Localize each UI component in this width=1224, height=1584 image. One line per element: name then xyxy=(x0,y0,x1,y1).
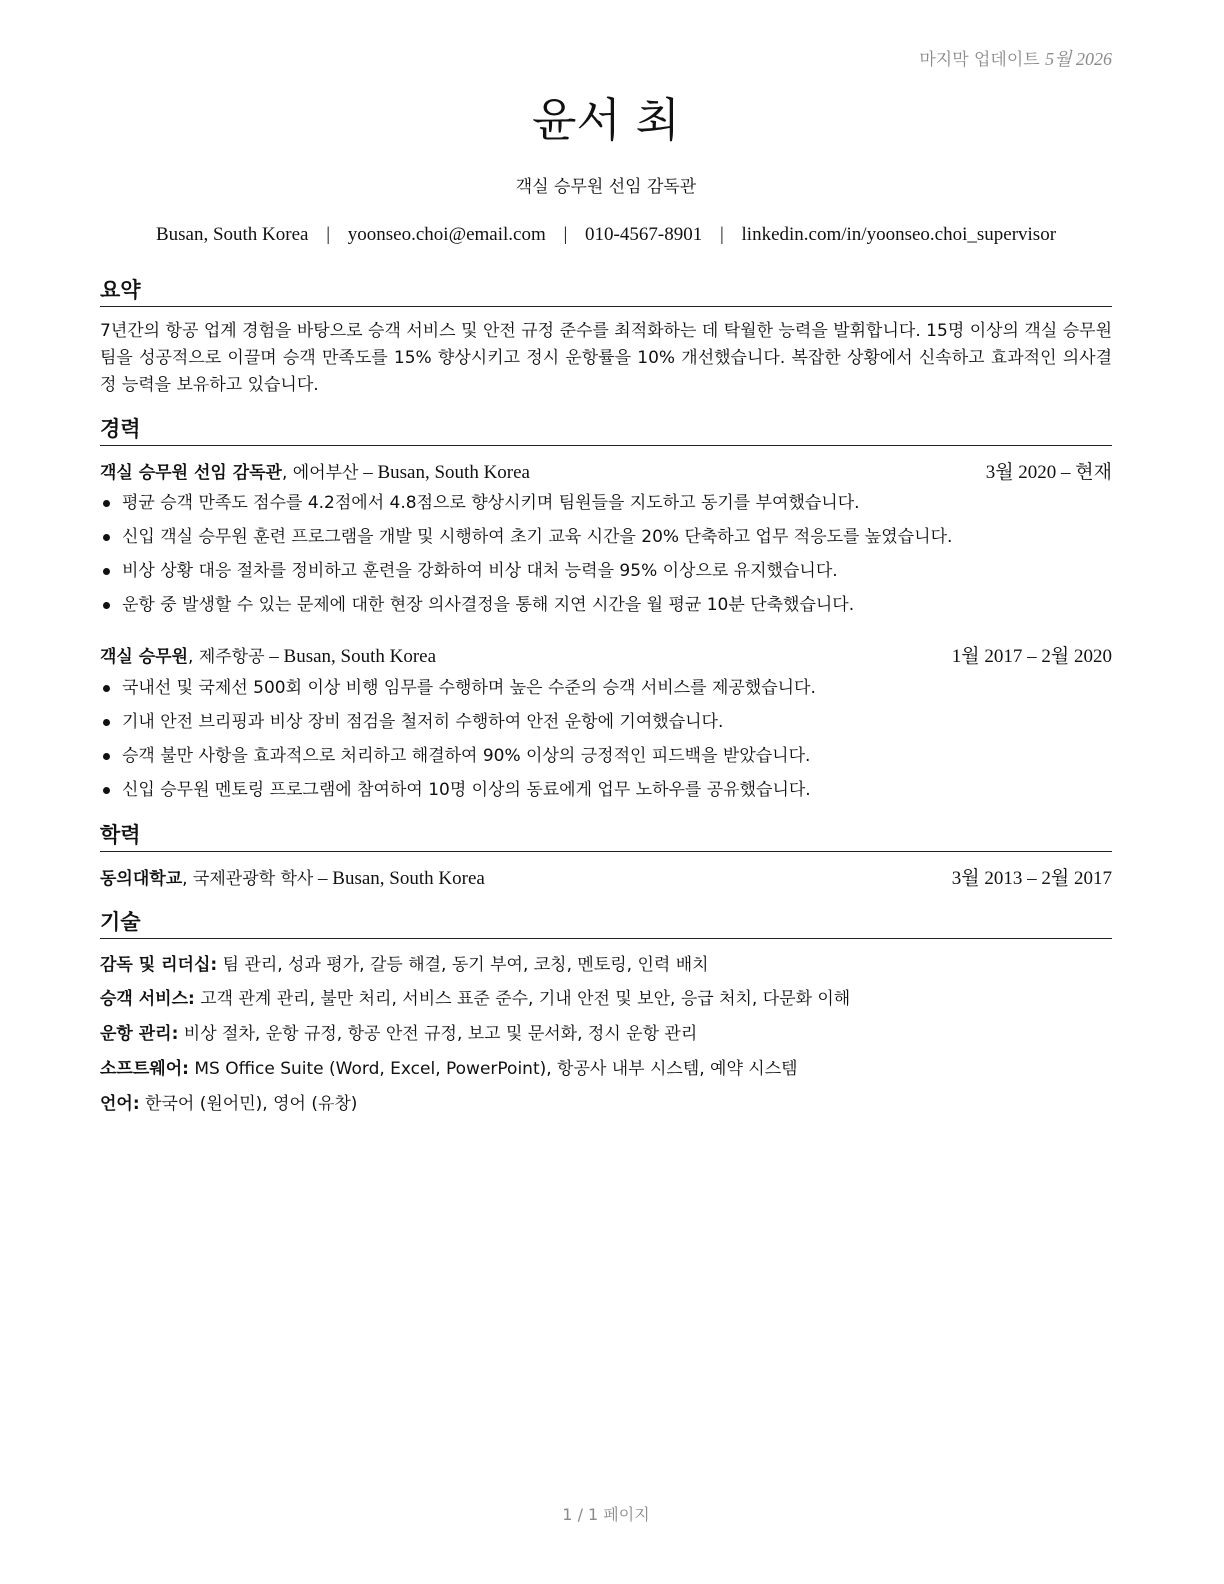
bullet-icon xyxy=(103,787,110,794)
skill-value: 비상 절차, 운항 규정, 항공 안전 규정, 보고 및 문서화, 정시 운항 관리 xyxy=(178,1024,698,1044)
bullet-text: 기내 안전 브리핑과 비상 장비 점검을 철저히 수행하여 안전 운항에 기여했습니다. xyxy=(122,712,724,732)
contact-separator: | xyxy=(326,224,331,245)
skill-label: 승객 서비스: xyxy=(100,989,195,1009)
bullet-icon xyxy=(103,753,110,760)
list-item xyxy=(100,592,1112,626)
education-dates-text: 3월 2013 – 2월 2017 xyxy=(951,868,1112,889)
list-item xyxy=(100,524,1112,558)
contact-linkedin[interactable]: linkedin.com/in/yoonseo.choi_supervisor xyxy=(741,224,1057,245)
job-company: , 제주항공 xyxy=(188,647,265,667)
last-updated-label: 마지막 업데이트 xyxy=(919,50,1046,70)
skill-label: 소프트웨어: xyxy=(100,1059,189,1079)
skill-line xyxy=(100,1056,1112,1082)
summary-text: 7년간의 항공 업계 경험을 바탕으로 승객 서비스 및 안전 규정 준수를 최적화하는 데 탁월한 능력을 발휘합니다. 15명 이상의 객실 승무원 팀을 성공적으로 이끌며 승객 만족도를 15% 향상시키고 정시 운항률을 10% 개선했습니다. 복잡한 상황에서 신속하고 효과적인 의사결정 능력을 보유하고 있습니다. xyxy=(100,321,1112,395)
bullet-text: 평균 승객 만족도 점수를 4.2점에서 4.8점으로 향상시키며 팀원들을 지도하고 동기를 부여했습니다. xyxy=(122,493,860,513)
education-location: – Busan, South Korea xyxy=(313,868,485,889)
job-company: , 에어부산 xyxy=(281,463,359,483)
list-item xyxy=(100,777,1112,811)
skill-value: 고객 관계 관리, 불만 처리, 서비스 표준 준수, 기내 안전 및 보안, 응급 처치, 다문화 이해 xyxy=(194,989,851,1009)
job-dates xyxy=(952,644,1112,670)
bullet-icon xyxy=(103,719,110,726)
bullet-text: 운항 중 발생할 수 있는 문제에 대한 현장 의사결정을 통해 지연 시간을 월 평균 10분 단축했습니다. xyxy=(122,595,855,615)
bullet-icon xyxy=(103,534,110,541)
skill-label: 언어: xyxy=(100,1094,140,1114)
job-dates-text: 1월 2017 – 2월 2020 xyxy=(951,646,1112,667)
skill-line xyxy=(100,1091,1112,1117)
list-item xyxy=(100,558,1112,592)
candidate-name: 윤서 최 xyxy=(532,93,680,147)
job-location: – Busan, South Korea xyxy=(264,646,437,667)
last-updated xyxy=(919,45,1112,71)
education-entry xyxy=(100,866,1112,892)
list-item xyxy=(100,675,1112,709)
contact-line xyxy=(100,224,1112,246)
list-item xyxy=(100,709,1112,743)
contact-phone: 010-4567-8901 xyxy=(585,224,703,245)
bullet-icon xyxy=(103,568,110,575)
bullet-text: 신입 승무원 멘토링 프로그램에 참여하여 10명 이상의 동료에게 업무 노하우를 공유했습니다. xyxy=(122,780,811,800)
bullet-text: 신입 객실 승무원 훈련 프로그램을 개발 및 시행하여 초기 교육 시간을 20% 단축하고 업무 적응도를 높였습니다. xyxy=(122,527,953,547)
skill-value: MS Office Suite (Word, Excel, PowerPoint), 항공사 내부 시스템, 예약 시스템 xyxy=(188,1059,798,1079)
section-heading-summary: 요약 xyxy=(100,276,1112,307)
contact-separator: | xyxy=(563,224,568,245)
contact-location: Busan, South Korea xyxy=(155,224,309,245)
candidate-title: 객실 승무원 선임 감독관 xyxy=(515,177,697,197)
job-location: – Busan, South Korea xyxy=(358,462,530,483)
contact-separator: | xyxy=(719,224,724,245)
page-number: 1 / 1 페이지 xyxy=(562,1505,650,1524)
last-updated-date: 5월 2026 xyxy=(1045,49,1112,69)
bullet-icon xyxy=(103,602,110,609)
section-heading-experience: 경력 xyxy=(100,415,1112,446)
job-dates xyxy=(986,460,1112,486)
bullet-text: 승객 불만 사항을 효과적으로 처리하고 해결하여 90% 이상의 긍정적인 피드백을 받았습니다. xyxy=(122,746,811,766)
job-dates-text: 3월 2020 – 현재 xyxy=(985,462,1112,483)
education-degree: , 국제관광학 학사 xyxy=(182,869,314,889)
job-bullets xyxy=(100,675,1112,811)
job-bullets xyxy=(100,490,1112,626)
job-role: 객실 승무원 xyxy=(100,647,189,667)
bullet-icon xyxy=(103,500,110,507)
education-school: 동의대학교 xyxy=(100,869,183,889)
education-dates xyxy=(952,866,1112,892)
skill-value: 한국어 (원어민), 영어 (유창) xyxy=(139,1094,358,1114)
list-item xyxy=(100,743,1112,777)
skill-label: 운항 관리: xyxy=(100,1024,179,1044)
list-item xyxy=(100,490,1112,524)
skill-line xyxy=(100,1021,1112,1047)
skill-line xyxy=(100,986,1112,1012)
job-role: 객실 승무원 선임 감독관 xyxy=(100,463,282,483)
skill-value: 팀 관리, 성과 평가, 갈등 해결, 동기 부여, 코칭, 멘토링, 인력 배치 xyxy=(217,955,709,975)
bullet-text: 국내선 및 국제선 500회 이상 비행 임무를 수행하며 높은 수준의 승객 서비스를 제공했습니다. xyxy=(122,678,816,698)
contact-email[interactable]: yoonseo.choi@email.com xyxy=(347,224,546,245)
skill-label: 감독 및 리더십: xyxy=(100,955,218,975)
section-heading-skills: 기술 xyxy=(100,908,1112,939)
skill-line xyxy=(100,952,1112,978)
bullet-icon xyxy=(103,685,110,692)
bullet-text: 비상 상황 대응 절차를 정비하고 훈련을 강화하여 비상 대처 능력을 95% 이상으로 유지했습니다. xyxy=(122,561,838,581)
section-heading-education: 학력 xyxy=(100,821,1112,852)
job-header xyxy=(100,460,1112,486)
resume-page xyxy=(100,0,1112,1584)
job-header xyxy=(100,644,1112,670)
